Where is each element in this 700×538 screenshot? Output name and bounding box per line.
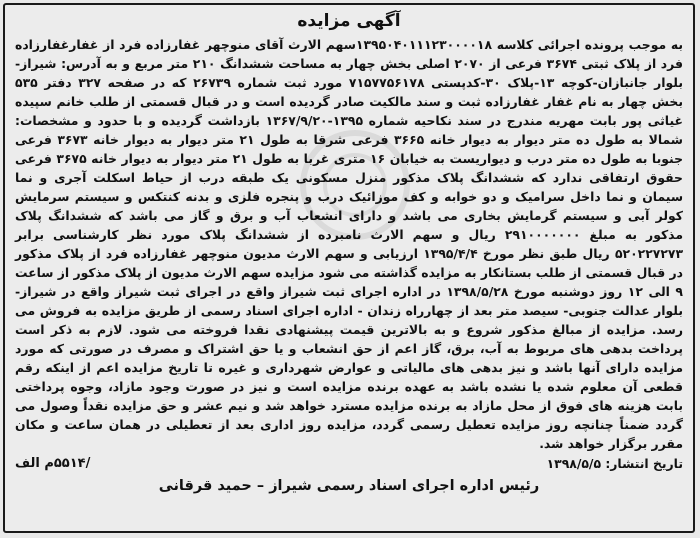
notice-body [15, 35, 683, 453]
publish-date: تاریخ انتشار: ۱۳۹۸/۵/۵ [546, 456, 683, 471]
auction-notice [3, 3, 695, 533]
publication-row [15, 454, 683, 473]
notice-title: آگهی مزایده [297, 11, 401, 31]
signature: رئیس اداره اجرای اسناد رسمی شیراز – حمید قرقانی [158, 478, 540, 494]
notice-paragraph: به موجب پرونده اجرائی کلاسه ۱۳۹۵۰۴۰۱۱۱۲۳۰۰۰۰۱۸سهم الارث آقای منوچهر غفارزاده فرد از غفارغفارزاده فرد از پلاک ثبتی ۳۶۷۴ فرعی از ۲۰۷۰ اصلی بخش چهار به مساحت ششدانگ ۲۱۰ متر مربع و به آدرس: شیراز- بلوار جانبازان-کوچه ۱۳-پلاک ۳۰-کدپستی ۷۱۵۷۷۵۶۱۷۸ مورد ثبت شماره ۲۶۷۳۹ که در صفحه ۳۲۷ دفتر ۵۳۵ بخش چهار به نام غفار غفارزاده ثبت و سند مالکیت صادر گردیده است و در قبال قسمتی از طلب خانم سپیده غیاثی پور بابت مهریه مندرج در سند نکاحیه شماره ۱۳۹۵-۱۳۶۷/۹/۲۰ بازداشت گردیده و با حدود و مشخصات: شمالا به طول ده متر دیوار به دیوار خانه ۳۶۶۵ فرعی شرقا به طول ۲۱ متر دیوار به دیوار خانه ۳۶۷۳ فرعی جنوبا به طول ده متر درب و دیواریست به خیابان ۱۶ متری غربا به طول ۲۱ متر دیوار به دیوار خانه ۳۶۷۵ فرعی حقوق ارتفاقی ندارد که ششدانگ پلاک مذکور منزل مسکونی یک طبقه درب از حیاط اسکلت آجری و نما سیمان و نما داخل سرامیک و دو خوابه و کف موزائیک درب و پنجره فلزی و بدنه کنتکس و سیستم سرمایش کولر آبی و سیستم گرمایش بخاری می باشد و دارای انشعاب آب و برق و گاز می باشد که ششدانگ پلاک مذکور به مبلغ ۲۹۱۰۰۰۰۰۰۰ ریال و سهم الارث نامبرده از ششدانگ پلاک مورد نظر کارشناسی برابر ۵۲۰۲۲۷۲۷۳ ریال طبق نظر مورخ ۱۳۹۵/۴/۴ ارزیابی و سهم الارث مدیون منوچهر غفارزاده فرد از پلاک مذکور در قبال قسمتی از طلب بستانکار به مزایده گذاشته می شود مزایده سهم الارث مدیون از پلاک مذکور از ساعت ۹ الی ۱۲ روز دوشنبه مورخ ۱۳۹۸/۵/۲۸ در اداره اجرای ثبت شیراز واقع در اجرای ثبت شیراز واقع در شیراز- بلوار عدالت جنوبی- سیصد متر بعد از چهارراه زندان - اداره اجرای اسناد رسمی از طریق مزایده به فروش می رسد. مزایده از مبالغ مذکور شروع و به بالاترین قیمت پیشنهادی نقدا فروخته می شود. لازم به ذکر است پرداخت بدهی های مربوط به آب، برق، گاز اعم از حق انشعاب و یا حق اشتراک و مصرف در صورتی که مورد مزایده دارای آنها باشد و نیز بدهی های مالیاتی و عوارض شهرداری و غیره تا تاریخ مزایده اعم از اینکه رقم قطعی آن معلوم شده یا نشده باشد به عهده برنده مزایده است و نیز در صورت وجود مازاد، وجوه پرداختی بابت هزینه های فوق از محل مازاد به برنده مزایده مسترد خواهد شد و نیم عشر و حق مزایده نقداً وصول می گردد ضمناً چنانچه روز مزایده تعطیل رسمی گردد، مزایده روز اداری بعد از تعطیلی در همان ساعت و مکان مقرر برگزار خواهد شد. [15, 37, 684, 451]
notice-code: /۵۵۱۴م الف [15, 456, 91, 471]
